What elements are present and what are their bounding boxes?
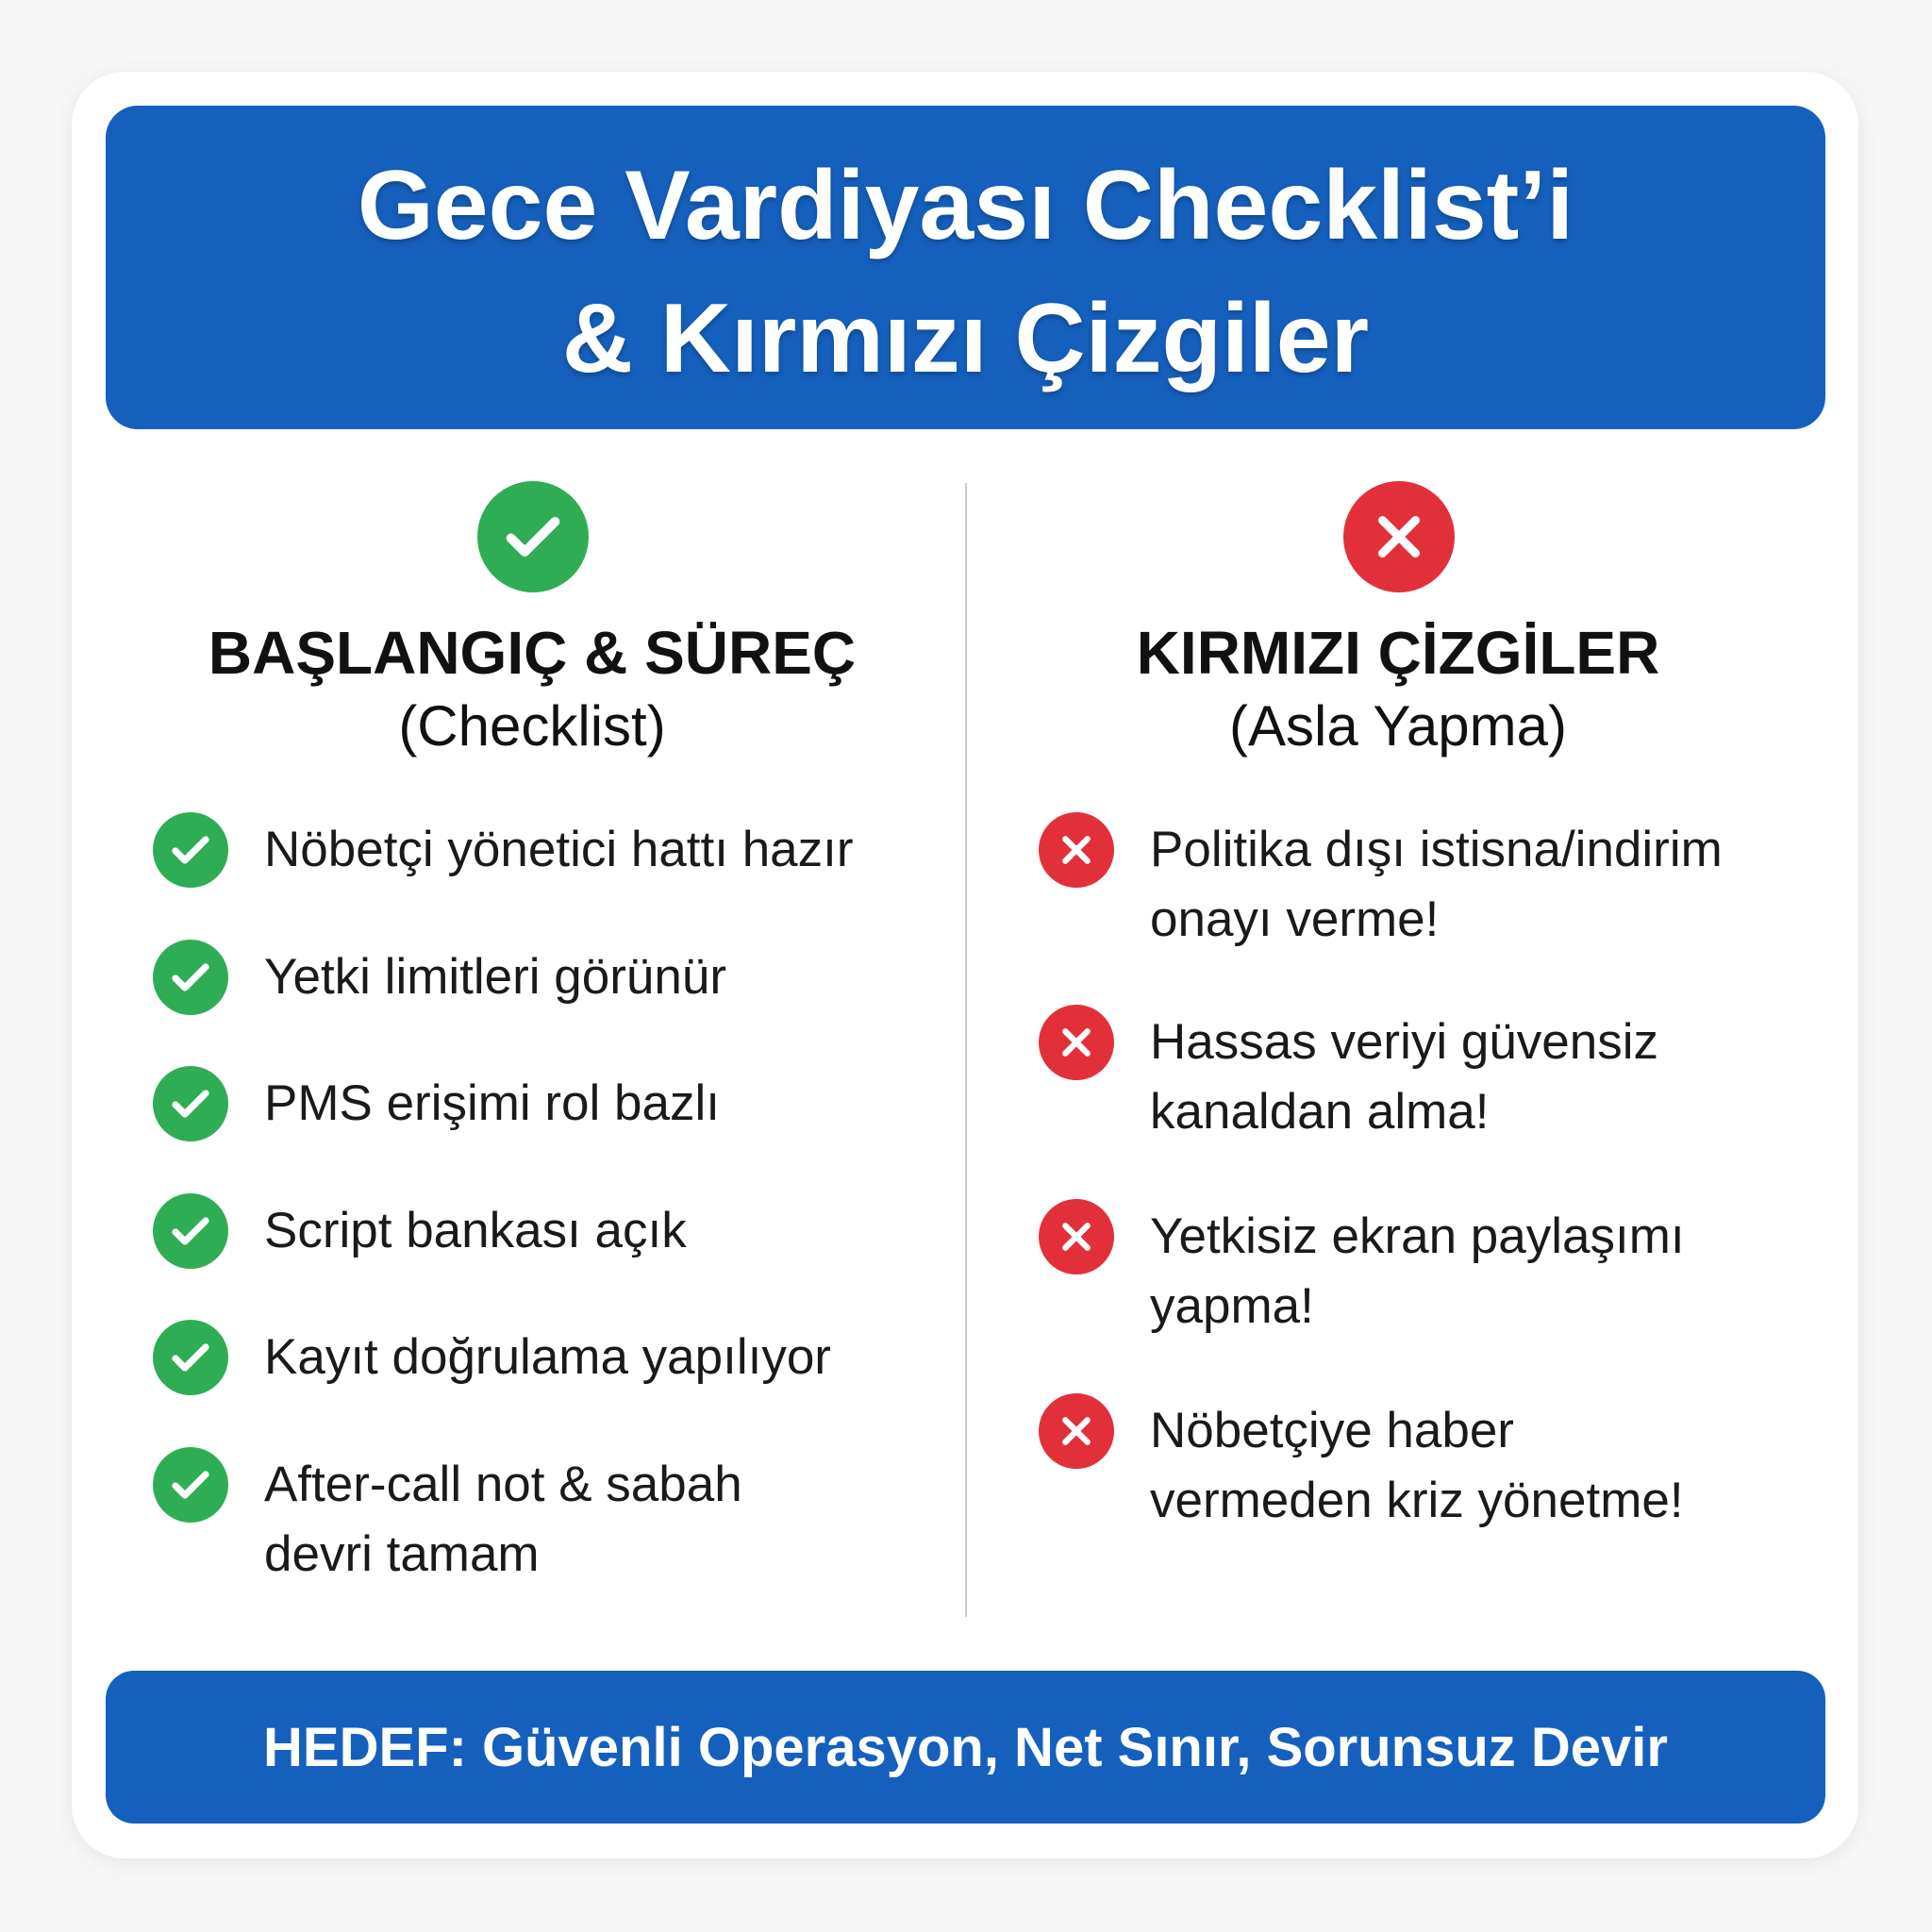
check-circle-icon: [153, 940, 228, 1015]
column-divider: [965, 483, 967, 1617]
check-circle-icon: [153, 812, 228, 888]
list-item-line: Script bankası açık: [264, 1203, 687, 1258]
list-item-text: [1150, 1202, 1685, 1341]
x-circle-icon: [1039, 1199, 1114, 1274]
list-item-text: [264, 942, 726, 1012]
x-circle-icon: [1039, 812, 1114, 888]
title-line-2: & Kırmızı Çizgiler: [561, 284, 1370, 393]
check-circle-icon: [153, 1193, 228, 1269]
list-item-line: onayı verme!: [1150, 891, 1440, 947]
list-item-line: Yetki limitleri görünür: [264, 949, 726, 1005]
list-item-line: yapma!: [1150, 1278, 1314, 1334]
list-item-line: vermeden kriz yönetme!: [1150, 1473, 1684, 1528]
list-item: [153, 812, 854, 888]
list-item-text: [264, 815, 854, 885]
list-item: [153, 1066, 720, 1141]
x-circle-icon: [1343, 481, 1455, 592]
left-subheading: (Checklist): [398, 694, 666, 758]
list-item: [153, 940, 726, 1015]
list-item-line: devri tamam: [264, 1526, 540, 1582]
list-item-line: Nöbetçiye haber: [1150, 1403, 1514, 1458]
list-item: [1039, 1199, 1685, 1341]
check-circle-icon: [153, 1320, 228, 1395]
list-item-text: [1150, 815, 1723, 955]
list-item-line: Politika dışı istisna/indirim: [1150, 822, 1723, 877]
list-item-text: [1150, 1008, 1658, 1147]
check-circle-icon: [477, 481, 589, 592]
right-heading: KIRMIZI ÇİZGİLER: [1136, 619, 1660, 687]
list-item-line: Hassas veriyi güvensiz: [1150, 1014, 1659, 1070]
list-item-line: Nöbetçi yönetici hattı hazır: [264, 822, 854, 877]
list-item-line: kanaldan alma!: [1150, 1084, 1490, 1140]
list-item-line: PMS erişimi rol bazlı: [264, 1075, 720, 1131]
list-item: [153, 1320, 831, 1395]
left-heading: BAŞLANGIÇ & SÜREÇ: [208, 619, 857, 687]
list-item: [1039, 812, 1723, 955]
list-item-line: After-call not & sabah: [264, 1457, 742, 1512]
list-item: [153, 1193, 687, 1269]
check-circle-icon: [153, 1447, 228, 1523]
list-item-text: [264, 1323, 831, 1392]
right-subheading: (Asla Yapma): [1229, 694, 1567, 758]
x-circle-icon: [1039, 1393, 1114, 1469]
goal-banner: HEDEF: Güvenli Operasyon, Net Sınır, Sorunsuz Devir: [106, 1671, 1825, 1824]
list-item-text: [264, 1196, 687, 1266]
check-circle-icon: [153, 1066, 228, 1141]
list-item-line: Yetkisiz ekran paylaşımı: [1150, 1208, 1685, 1264]
title-banner: [106, 106, 1825, 429]
list-item: [1039, 1005, 1658, 1147]
list-item-text: [264, 1450, 742, 1590]
list-item-text: [264, 1069, 720, 1139]
list-item-line: Kayıt doğrulama yapılıyor: [264, 1329, 831, 1385]
x-circle-icon: [1039, 1005, 1114, 1080]
list-item: [1039, 1393, 1684, 1536]
list-item: [153, 1447, 742, 1590]
list-item-text: [1150, 1396, 1684, 1536]
title-line-1: Gece Vardiyası Checklist’i: [357, 151, 1574, 260]
